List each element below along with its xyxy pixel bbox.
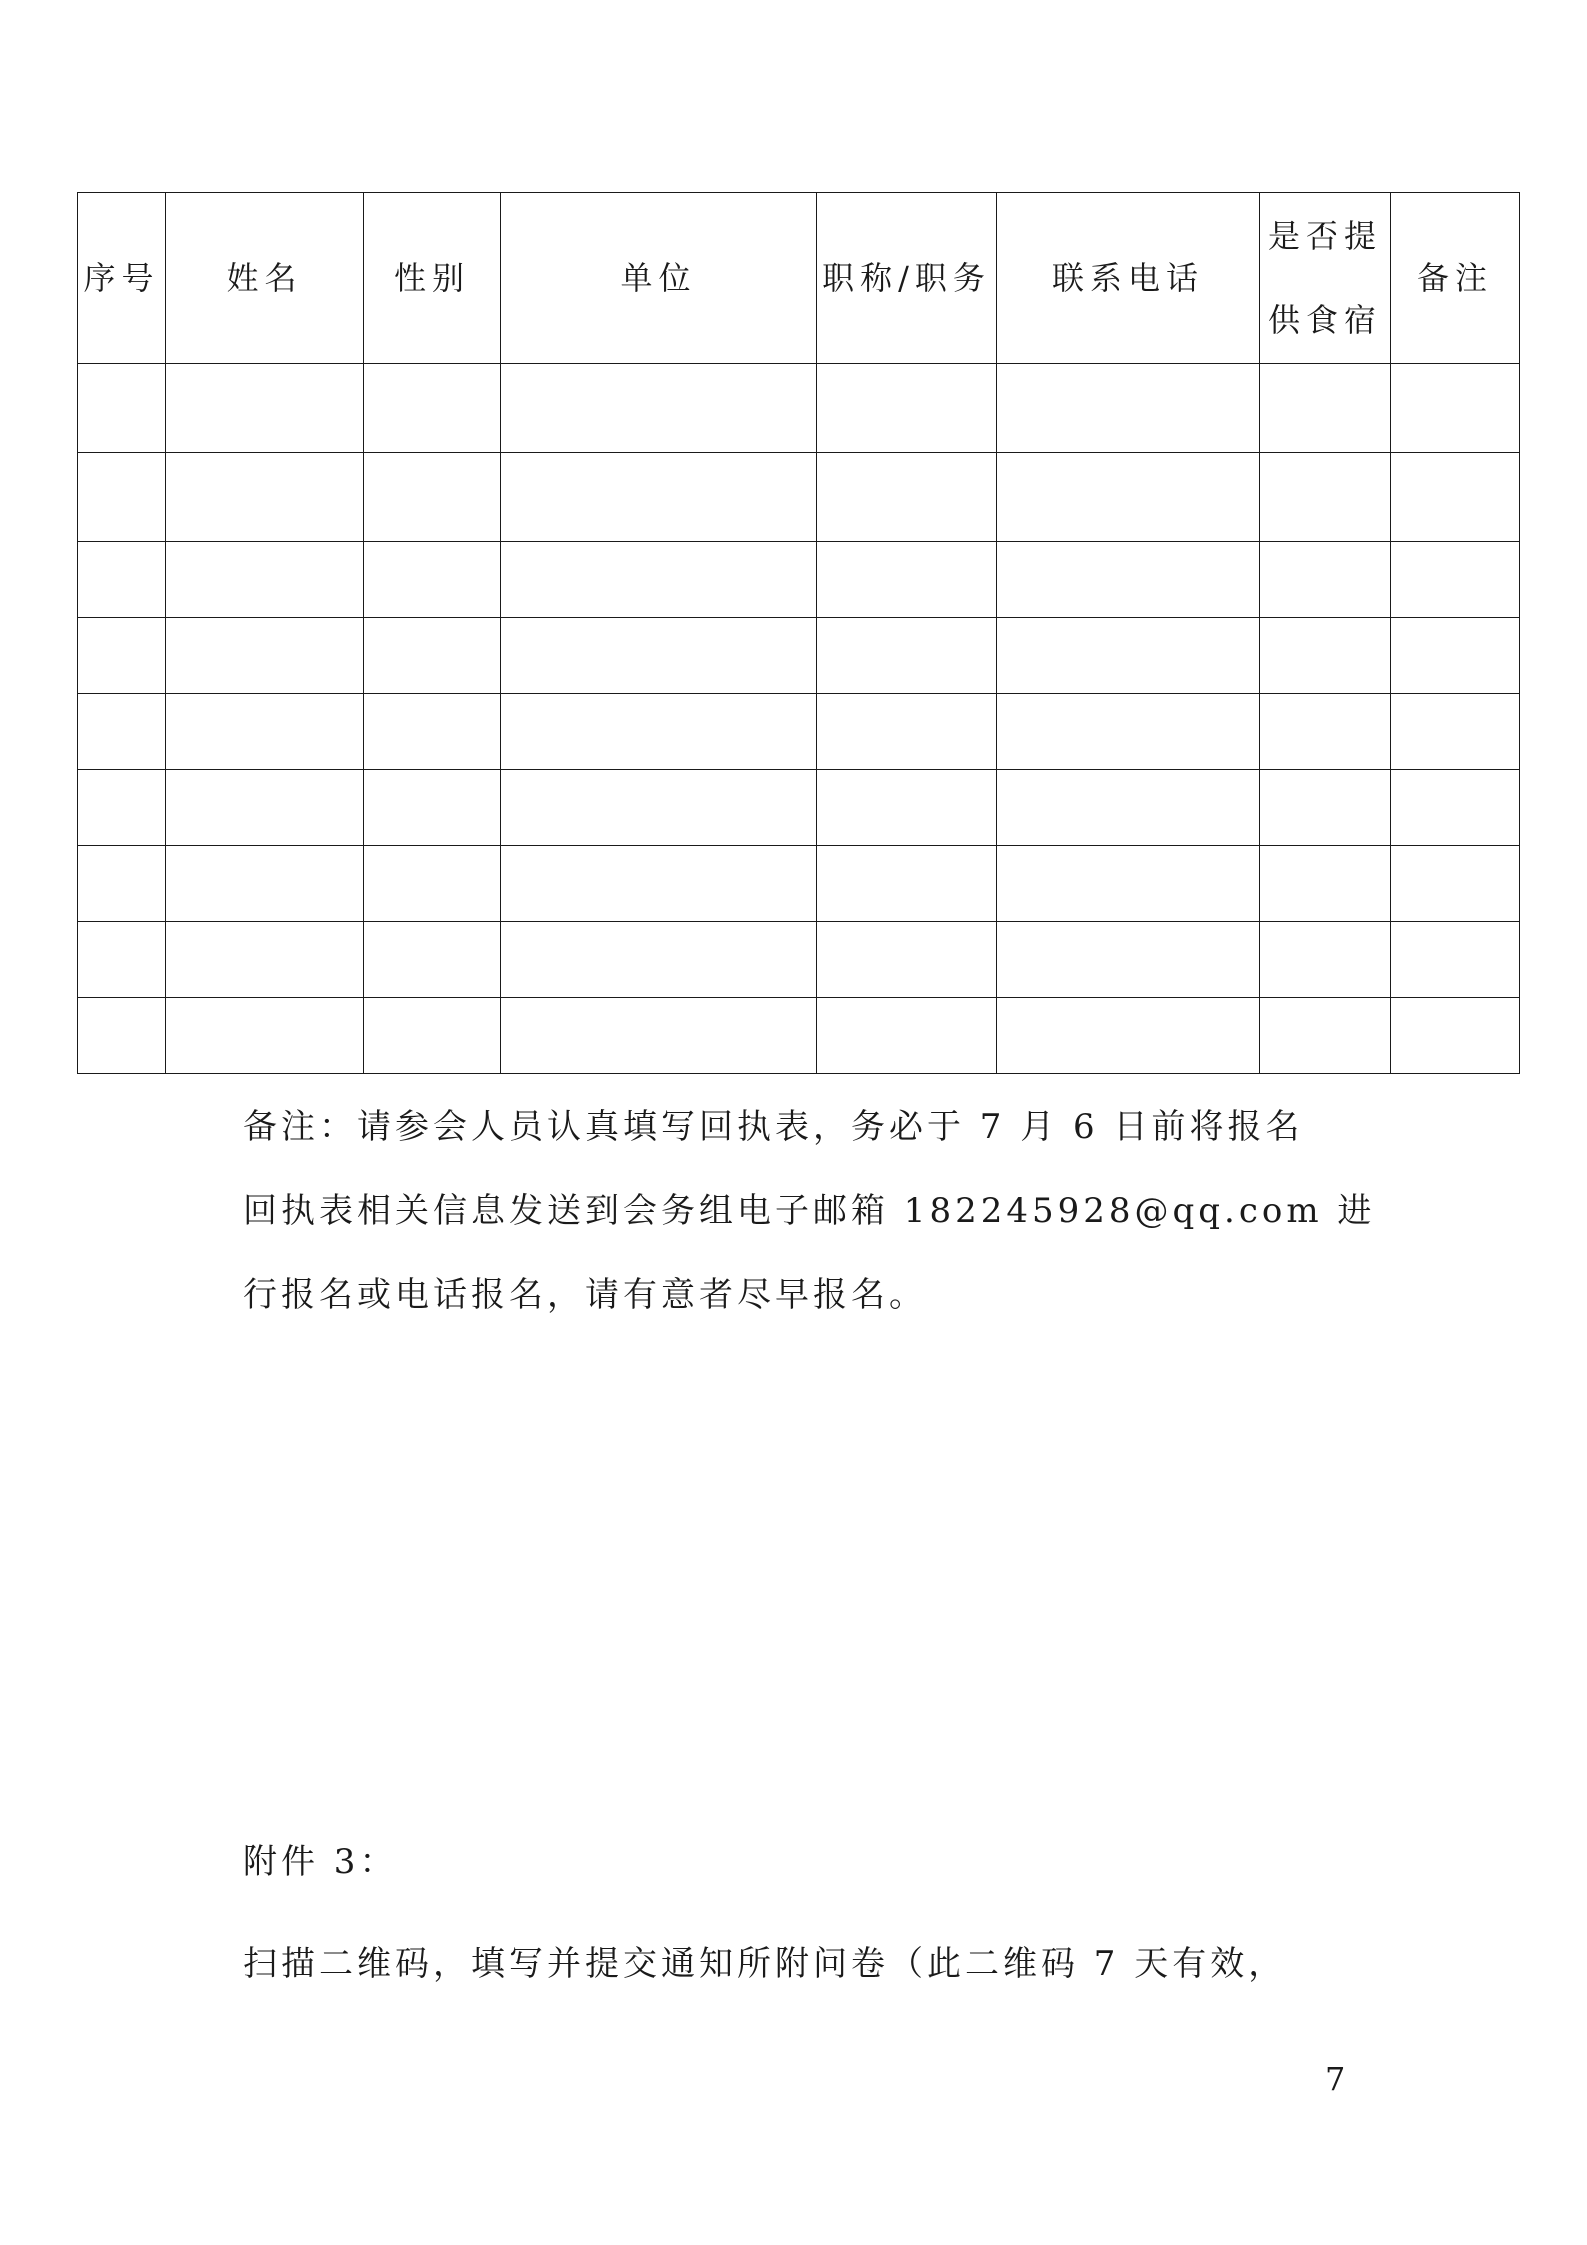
table-cell[interactable] bbox=[78, 618, 166, 694]
table-cell[interactable] bbox=[78, 364, 166, 453]
table-cell[interactable] bbox=[501, 998, 817, 1074]
table-cell[interactable] bbox=[501, 922, 817, 998]
table-cell[interactable] bbox=[1391, 922, 1520, 998]
note-line-2: 回执表相关信息发送到会务组电子邮箱 182245928@qq.com 进 bbox=[243, 1191, 1376, 1231]
table-cell[interactable] bbox=[166, 542, 364, 618]
table-row bbox=[78, 453, 1520, 542]
table-cell[interactable] bbox=[364, 694, 501, 770]
table-cell[interactable] bbox=[817, 846, 997, 922]
registration-form-table bbox=[77, 192, 1520, 1074]
header-remarks: 备注 bbox=[1391, 193, 1520, 364]
table-cell[interactable] bbox=[166, 846, 364, 922]
table-cell[interactable] bbox=[78, 846, 166, 922]
table-cell[interactable] bbox=[166, 770, 364, 846]
table-cell[interactable] bbox=[364, 618, 501, 694]
header-serial-number: 序号 bbox=[78, 193, 166, 364]
table-cell[interactable] bbox=[166, 998, 364, 1074]
table-cell[interactable] bbox=[364, 846, 501, 922]
attachment-section bbox=[243, 1820, 1393, 2006]
table-cell[interactable] bbox=[78, 453, 166, 542]
table-cell[interactable] bbox=[364, 364, 501, 453]
table-cell[interactable] bbox=[817, 998, 997, 1074]
table-cell[interactable] bbox=[997, 846, 1260, 922]
table-row bbox=[78, 542, 1520, 618]
table-cell[interactable] bbox=[501, 694, 817, 770]
table-cell[interactable] bbox=[166, 364, 364, 453]
table-cell[interactable] bbox=[1260, 846, 1391, 922]
table-cell[interactable] bbox=[166, 694, 364, 770]
table-cell[interactable] bbox=[501, 846, 817, 922]
table-row bbox=[78, 618, 1520, 694]
table-cell[interactable] bbox=[166, 922, 364, 998]
table-cell[interactable] bbox=[997, 694, 1260, 770]
table-cell[interactable] bbox=[1260, 364, 1391, 453]
table-cell[interactable] bbox=[997, 770, 1260, 846]
header-accommodation-line1: 是否提 bbox=[1267, 217, 1382, 255]
table-cell[interactable] bbox=[1260, 922, 1391, 998]
table-cell[interactable] bbox=[1391, 998, 1520, 1074]
header-accommodation bbox=[1260, 193, 1391, 364]
table-cell[interactable] bbox=[1260, 998, 1391, 1074]
table-cell[interactable] bbox=[817, 542, 997, 618]
table-cell[interactable] bbox=[1391, 618, 1520, 694]
table-cell[interactable] bbox=[1260, 542, 1391, 618]
table-cell[interactable] bbox=[817, 364, 997, 453]
table-cell[interactable] bbox=[501, 453, 817, 542]
table-cell[interactable] bbox=[364, 922, 501, 998]
table-cell[interactable] bbox=[997, 618, 1260, 694]
table-row bbox=[78, 846, 1520, 922]
table-row bbox=[78, 998, 1520, 1074]
remarks-note bbox=[243, 1085, 1376, 1337]
table-cell[interactable] bbox=[817, 770, 997, 846]
table-cell[interactable] bbox=[997, 542, 1260, 618]
header-phone: 联系电话 bbox=[997, 193, 1260, 364]
attachment-title: 附件 3： bbox=[243, 1842, 398, 1882]
table-cell[interactable] bbox=[501, 618, 817, 694]
note-line-3: 行报名或电话报名，请有意者尽早报名。 bbox=[243, 1275, 927, 1315]
table-cell[interactable] bbox=[1260, 618, 1391, 694]
table-cell[interactable] bbox=[1391, 846, 1520, 922]
attachment-text: 扫描二维码，填写并提交通知所附问卷（此二维码 7 天有效， bbox=[243, 1944, 1287, 1984]
header-accommodation-line2: 供食宿 bbox=[1267, 301, 1382, 339]
header-organization: 单位 bbox=[501, 193, 817, 364]
table-cell[interactable] bbox=[166, 618, 364, 694]
table-cell[interactable] bbox=[817, 694, 997, 770]
table-cell[interactable] bbox=[817, 922, 997, 998]
table-row bbox=[78, 770, 1520, 846]
table-cell[interactable] bbox=[1260, 770, 1391, 846]
table-row bbox=[78, 364, 1520, 453]
table-cell[interactable] bbox=[78, 770, 166, 846]
table-cell[interactable] bbox=[1391, 542, 1520, 618]
table-cell[interactable] bbox=[78, 542, 166, 618]
table-cell[interactable] bbox=[78, 922, 166, 998]
note-line-1: 备注：请参会人员认真填写回执表，务必于 7 月 6 日前将报名 bbox=[243, 1107, 1304, 1147]
table-header-row bbox=[78, 193, 1520, 364]
table-cell[interactable] bbox=[364, 770, 501, 846]
table-cell[interactable] bbox=[1391, 453, 1520, 542]
table-cell[interactable] bbox=[997, 364, 1260, 453]
table-row bbox=[78, 922, 1520, 998]
table-cell[interactable] bbox=[364, 542, 501, 618]
table-cell[interactable] bbox=[1391, 770, 1520, 846]
table-cell[interactable] bbox=[1260, 453, 1391, 542]
table-cell[interactable] bbox=[1391, 364, 1520, 453]
table-cell[interactable] bbox=[364, 998, 501, 1074]
page-number: 7 bbox=[1325, 2060, 1346, 2098]
table-cell[interactable] bbox=[1391, 694, 1520, 770]
header-title-position: 职称/职务 bbox=[817, 193, 997, 364]
table-cell[interactable] bbox=[78, 998, 166, 1074]
table-cell[interactable] bbox=[166, 453, 364, 542]
header-name: 姓名 bbox=[166, 193, 364, 364]
table-cell[interactable] bbox=[501, 364, 817, 453]
table-cell[interactable] bbox=[817, 453, 997, 542]
table-row bbox=[78, 694, 1520, 770]
table-cell[interactable] bbox=[997, 453, 1260, 542]
header-gender: 性别 bbox=[364, 193, 501, 364]
table-cell[interactable] bbox=[997, 922, 1260, 998]
table-cell[interactable] bbox=[364, 453, 501, 542]
table-cell[interactable] bbox=[501, 542, 817, 618]
table-cell[interactable] bbox=[1260, 694, 1391, 770]
table-cell[interactable] bbox=[78, 694, 166, 770]
table-cell[interactable] bbox=[817, 618, 997, 694]
table-cell[interactable] bbox=[997, 998, 1260, 1074]
table-cell[interactable] bbox=[501, 770, 817, 846]
